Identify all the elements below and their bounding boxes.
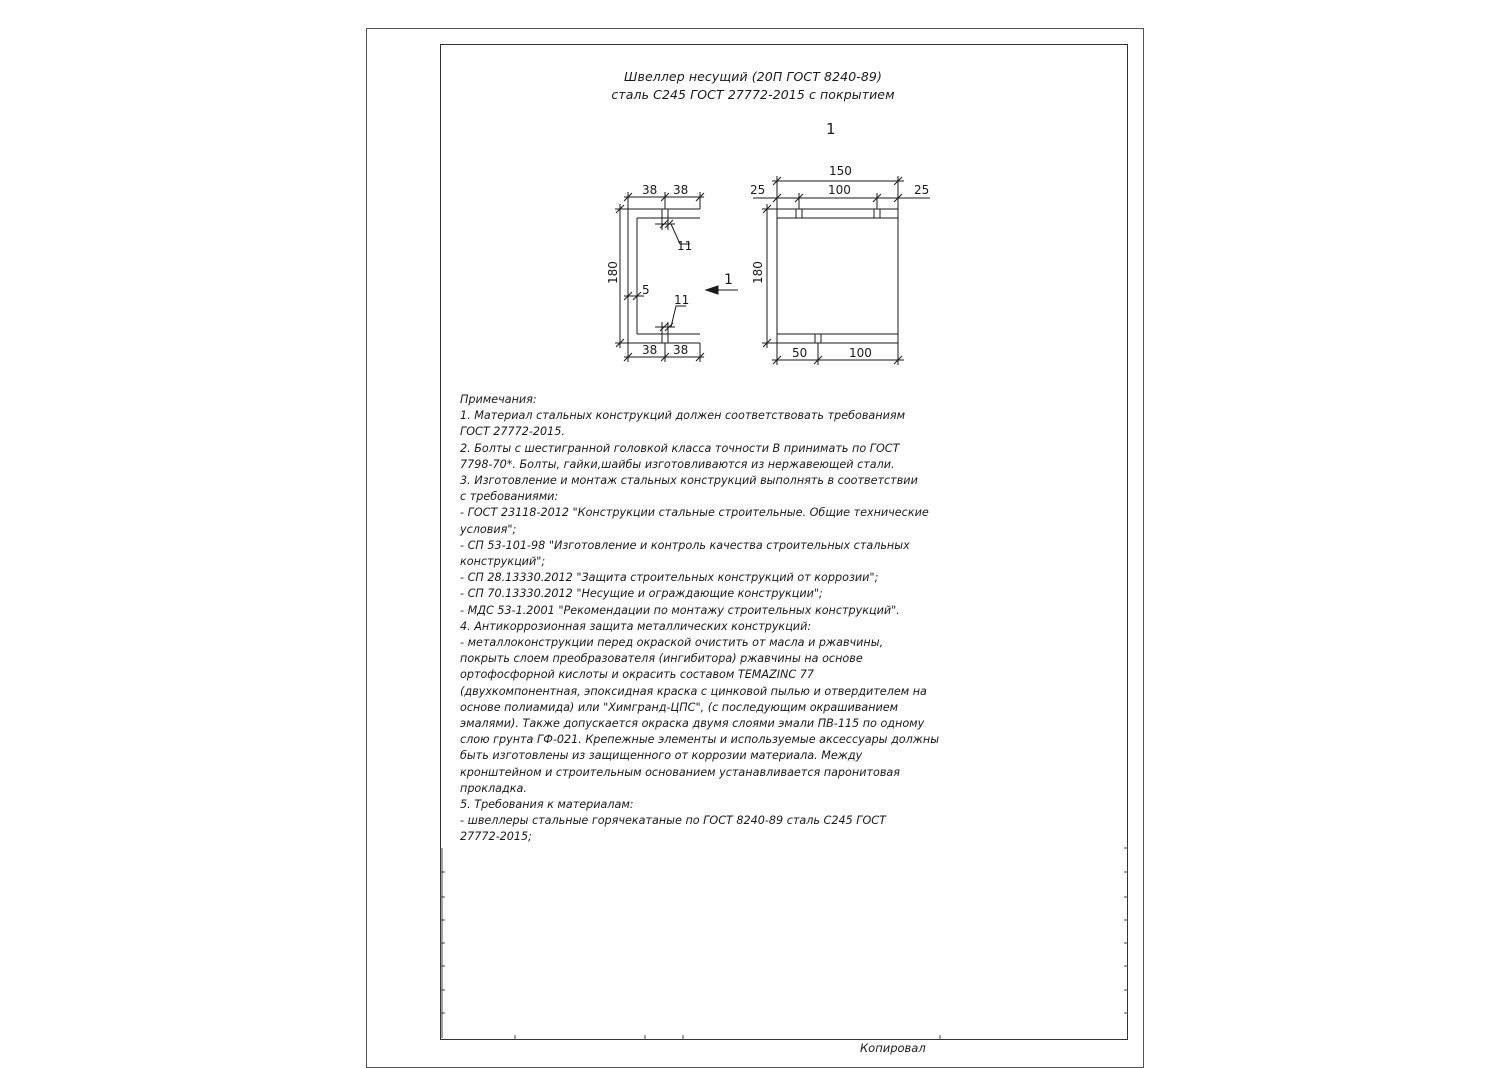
note-line: - СП 70.13330.2012 "Несущие и ограждающие конструкции";	[460, 587, 823, 601]
note-line: 5. Требования к материалам:	[460, 798, 634, 812]
note-line: покрыть слоем преобразователя (ингибитора) ржавчины на основе	[460, 652, 863, 666]
drawing-notes	[460, 392, 940, 846]
view-arrow-label: 1	[724, 272, 733, 288]
note-line: - СП 53-101-98 "Изготовление и контроль качества строительных стальных	[460, 538, 910, 552]
note-line: эмалями). Также допускается окраска двумя слоями эмали ПВ-115 по одному	[460, 717, 925, 731]
plan-dim-between-holes: 100	[828, 183, 851, 197]
plan-dim-bottom-left: 50	[792, 346, 808, 360]
note-line: ГОСТ 27772-2015.	[460, 425, 565, 439]
channel-section-view	[615, 192, 704, 362]
note-line: с требованиями:	[460, 490, 559, 504]
note-line: ортофосфорной кислоты и окрасить составом TEMAZINC 77	[460, 668, 815, 682]
note-line: - МДС 53-1.2001 "Рекомендации по монтажу строительных конструкций".	[460, 603, 900, 617]
note-line: - ГОСТ 23118-2012 "Конструкции стальные строительные. Общие технические	[460, 506, 929, 520]
note-line: быть изготовлены из защищенного от коррозии материала. Между	[460, 749, 863, 763]
note-line: - металлоконструкции перед окраской очистить от масла и ржавчины,	[460, 636, 884, 650]
section-dim-hole-bottom: 11	[674, 293, 690, 307]
note-line: 7798-70*. Болты, гайки,шайбы изготовливаются из нержавеющей стали.	[460, 457, 895, 471]
view-number: 1	[826, 120, 836, 138]
note-line: прокладка.	[460, 781, 527, 795]
view-arrow	[706, 286, 738, 294]
plan-dim-right-edge: 25	[914, 183, 930, 197]
note-line: (двухкомпонентная, эпоксидная краска с цинковой пылью и отвердителем на	[460, 684, 927, 698]
section-dim-top-left: 38	[642, 183, 658, 197]
copied-label: Копировал	[860, 1041, 926, 1055]
section-dim-bottom-right: 38	[673, 343, 689, 357]
section-dim-height: 180	[606, 261, 620, 284]
plan-dim-left-edge: 25	[750, 183, 766, 197]
note-line: 2. Болты с шестигранной головкой класса точности В принимать по ГОСТ	[460, 441, 900, 455]
note-line: слою грунта ГФ-021. Крепежные элементы и используемые аксессуары должны	[460, 733, 940, 747]
channel-plan-view	[753, 176, 930, 365]
note-line: 4. Антикоррозионная защита металлических конструкций:	[460, 619, 812, 633]
plan-dim-bottom-right: 100	[849, 346, 872, 360]
plan-dim-height: 180	[751, 261, 765, 284]
note-line: - швеллеры стальные горячекатаные по ГОСТ 8240-89 сталь С245 ГОСТ	[460, 814, 886, 828]
plan-dim-total: 150	[829, 164, 852, 178]
note-line: основе полиамида) или "Химгранд-ЦПС", (с последующим окрашиванием	[460, 700, 899, 714]
note-line: кронштейном и строительным основанием устанавливается паронитовая	[460, 765, 901, 779]
note-line: 3. Изготовление и монтаж стальных конструкций выполнять в соответствии	[460, 474, 918, 488]
note-line: Примечания:	[460, 393, 537, 406]
section-dim-top-right: 38	[673, 183, 689, 197]
note-line: конструкций";	[460, 555, 546, 569]
section-dim-bottom-left: 38	[642, 343, 658, 357]
note-line: - СП 28.13330.2012 "Защита строительных конструкций от коррозии";	[460, 571, 879, 585]
note-line: 27772-2015;	[460, 830, 532, 844]
drawing-title-line-1: Швеллер несущий (20П ГОСТ 8240-89)	[624, 69, 882, 84]
drawing-title-line-2: сталь С245 ГОСТ 27772-2015 с покрытием	[611, 87, 895, 102]
note-line: 1. Материал стальных конструкций должен соответствовать требованиям	[460, 409, 906, 423]
section-dim-hole-top: 11	[677, 239, 693, 253]
note-line: условия";	[460, 522, 517, 536]
title-block-ticks	[440, 848, 1128, 1040]
section-dim-web: 5	[642, 283, 650, 297]
